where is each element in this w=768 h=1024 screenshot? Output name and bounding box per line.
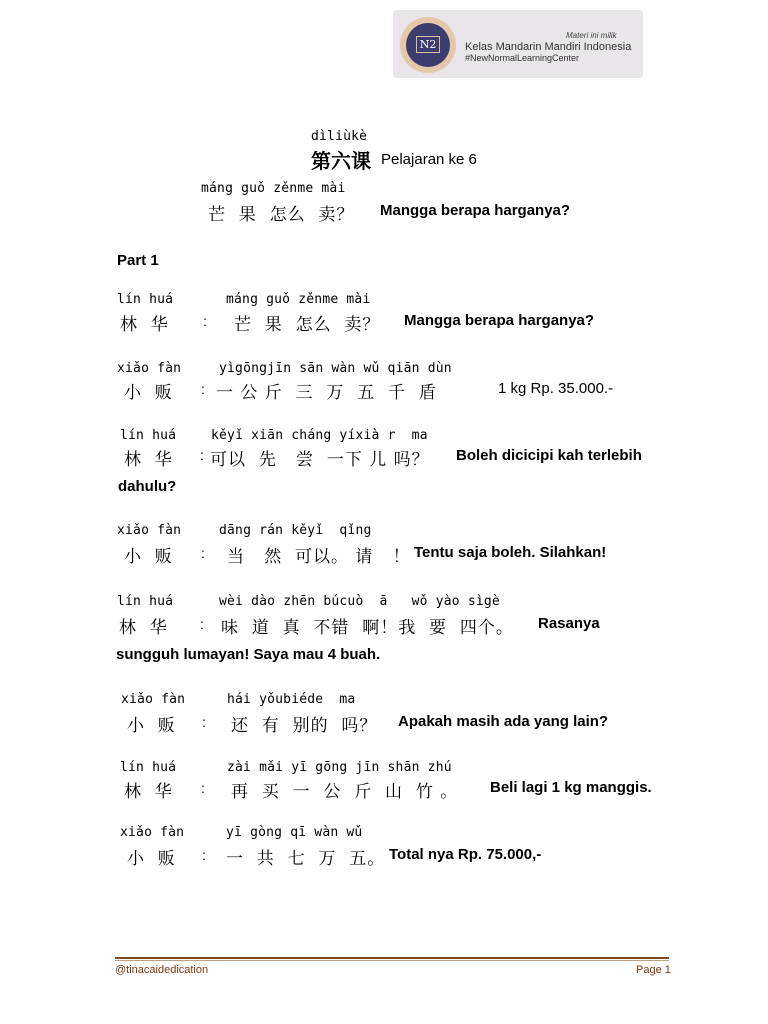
- line-pinyin: hái yǒubiéde ma: [227, 692, 356, 707]
- line-pinyin: yī gòng qī wàn wǔ: [226, 825, 363, 840]
- speaker-name: 林 华: [124, 450, 173, 470]
- logo-hashtag: #NewNormalLearningCenter: [465, 53, 580, 63]
- speaker-name: 小 贩: [127, 716, 176, 736]
- line-chinese: 可以 先 尝 一下 儿 吗？: [210, 450, 430, 470]
- colon: :: [202, 714, 206, 730]
- colon: :: [200, 616, 204, 632]
- line-indo: Tentu saja boleh. Silahkan!: [414, 544, 607, 561]
- subtitle-chinese: 芒 果 怎么 卖？: [208, 205, 355, 225]
- line-chinese: 芒 果 怎么 卖？: [234, 315, 381, 335]
- page-number: Page 1: [636, 964, 671, 976]
- speaker-pinyin: xiǎo fàn: [117, 523, 182, 538]
- colon: :: [201, 545, 205, 561]
- line-pinyin: wèi dào zhēn búcuò ā wǒ yào sìgè: [219, 594, 500, 609]
- line-chinese: 味 道 真 不错 啊！我 要 四个。: [221, 618, 514, 638]
- speaker-name: 林 华: [120, 315, 169, 335]
- line-pinyin: yìgōngjīn sān wàn wǔ qiān dùn: [219, 361, 452, 376]
- subtitle-pinyin: máng guǒ zěnme mài: [201, 181, 346, 196]
- footer-rule: [115, 957, 669, 959]
- speaker-pinyin: lín huá: [117, 292, 174, 307]
- line-pinyin: máng guǒ zěnme mài: [226, 292, 371, 307]
- line-indo-continued: sungguh lumayan! Saya mau 4 buah.: [116, 646, 381, 663]
- colon: :: [202, 847, 206, 863]
- logo-mark-icon: N2: [406, 23, 450, 67]
- line-indo: 1 kg Rp. 35.000.-: [498, 380, 614, 397]
- colon: :: [201, 381, 205, 397]
- line-chinese: 一 共 七 万 五。: [226, 849, 386, 869]
- line-indo: Rasanya: [538, 615, 600, 632]
- colon: :: [203, 313, 207, 329]
- title-pinyin: dìliùkè: [311, 129, 368, 144]
- speaker-name: 小 贩: [127, 849, 176, 869]
- line-chinese: 还 有 别的 吗？: [231, 716, 378, 736]
- speaker-name: 林 华: [119, 618, 168, 638]
- speaker-name: 小 贩: [124, 547, 173, 567]
- logo-org-name: Kelas Mandarin Mandiri Indonesia: [465, 41, 632, 53]
- colon: :: [201, 780, 205, 796]
- footer-author: @tinacaidedication: [115, 964, 209, 976]
- logo-caption: Materi ini milik: [566, 31, 617, 40]
- line-chinese: 一 公 斤 三 万 五 千 盾: [216, 383, 437, 403]
- line-indo: Beli lagi 1 kg manggis.: [490, 779, 652, 796]
- line-pinyin: kěyǐ xiān cháng yíxià r ma: [211, 428, 428, 443]
- line-indo: Apakah masih ada yang lain?: [398, 713, 609, 730]
- section-heading: Part 1: [117, 252, 159, 269]
- line-indo: Mangga berapa harganya?: [404, 312, 595, 329]
- speaker-pinyin: xiǎo fàn: [121, 692, 186, 707]
- line-chinese: 再 买 一 公 斤 山 竹 。: [231, 782, 459, 802]
- line-indo-continued: dahulu?: [118, 478, 177, 495]
- title-indo: Pelajaran ke 6: [381, 151, 477, 168]
- speaker-pinyin: xiǎo fàn: [120, 825, 185, 840]
- speaker-name: 小 贩: [124, 383, 173, 403]
- line-chinese: 当 然 可以。 请 ！: [227, 547, 411, 567]
- speaker-pinyin: xiǎo fàn: [117, 361, 182, 376]
- speaker-pinyin: lín huá: [117, 594, 174, 609]
- speaker-name: 林 华: [124, 782, 173, 802]
- line-indo: Boleh dicicipi kah terlebih: [456, 447, 642, 464]
- line-indo: Total nya Rp. 75.000,-: [389, 846, 542, 863]
- speaker-pinyin: lín huá: [120, 428, 177, 443]
- speaker-pinyin: lín huá: [120, 760, 177, 775]
- footer-rule-thin: [115, 960, 669, 961]
- line-pinyin: zài mǎi yī gōng jīn shān zhú: [227, 760, 452, 775]
- colon: :: [200, 447, 204, 463]
- line-pinyin: dāng rán kěyǐ qǐng: [219, 523, 372, 538]
- subtitle-indo: Mangga berapa harganya?: [380, 202, 571, 219]
- title-chinese: 第六课: [311, 149, 371, 173]
